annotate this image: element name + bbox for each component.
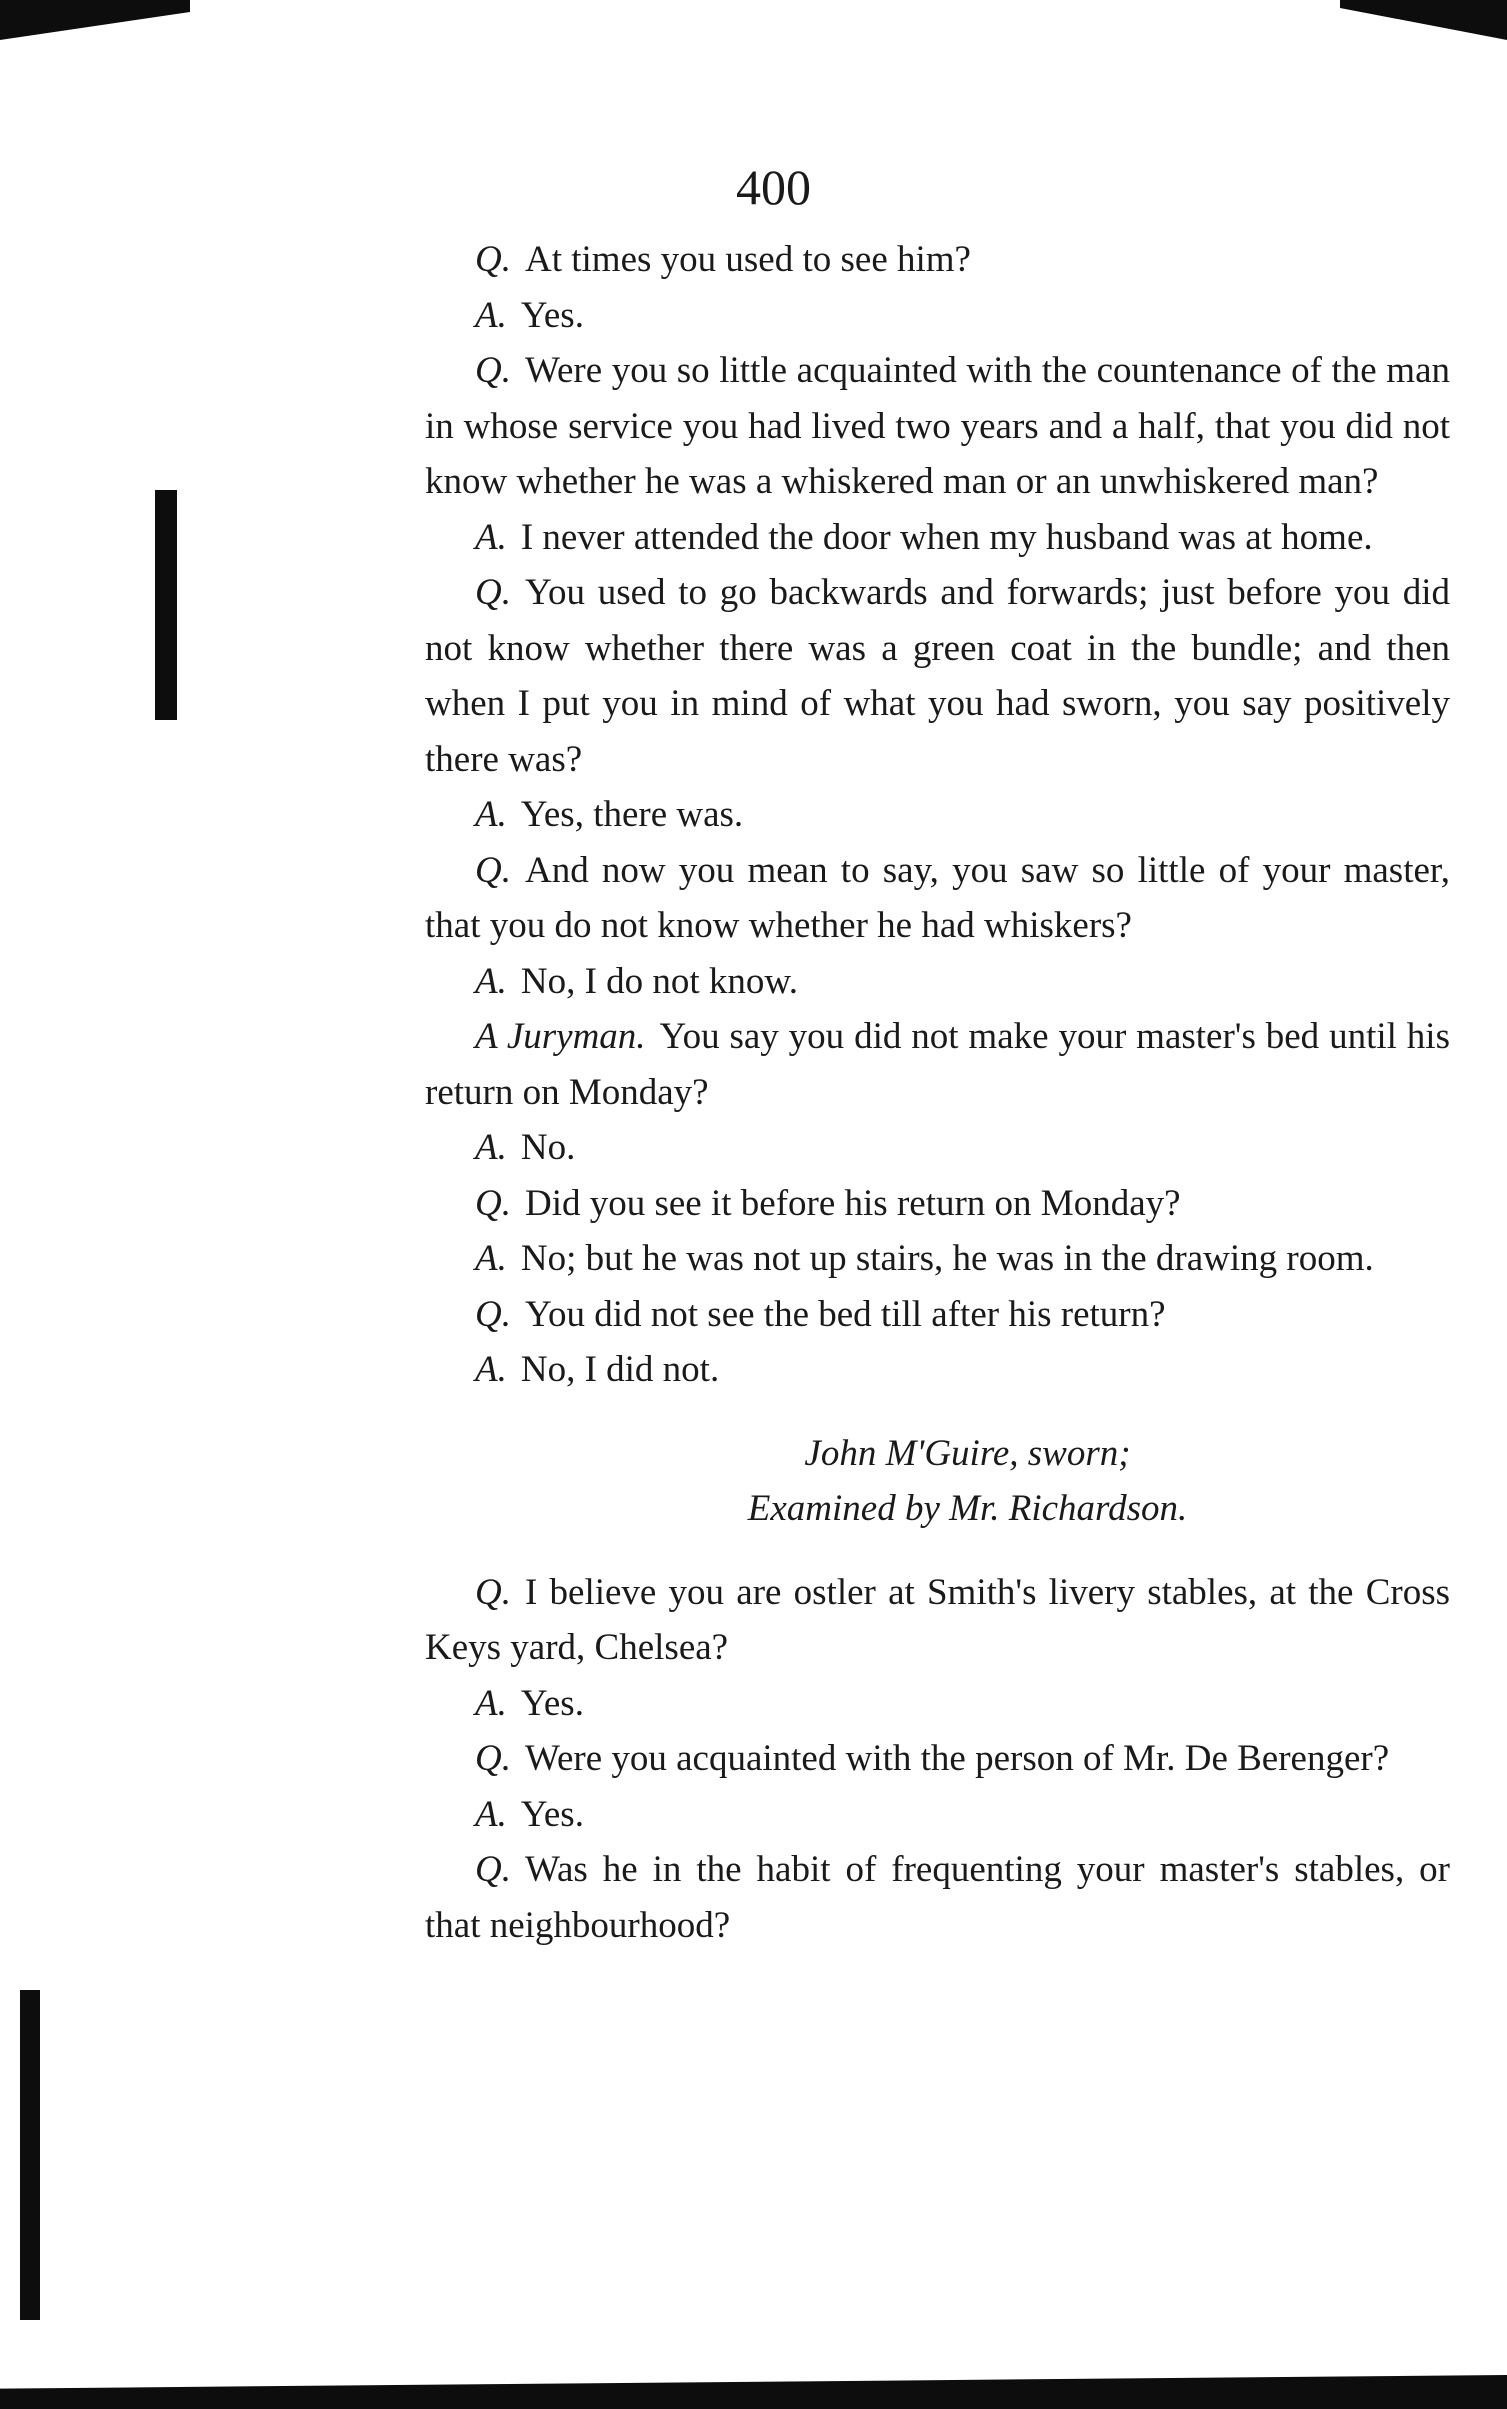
testimony-line [425,232,1450,288]
speaker-label: Q. [475,849,511,891]
testimony-line [425,565,1450,787]
testimony-line [425,1009,1450,1120]
testimony-line [425,1342,1450,1398]
witness-heading-examined: Examined by Mr. Richardson. [747,1488,1188,1529]
speaker-label: A Juryman. [475,1016,646,1057]
testimony-text-line: Yes. [520,1793,584,1835]
testimony-text-line: No. [520,1127,576,1168]
speaker-label: A. [475,1349,507,1390]
testimony-text-line: I never attended the door when my husband was at home. [520,516,1373,558]
testimony-line [425,288,1450,344]
testimony-text-line: You say you did not make your master's bed until his return on Monday? [425,1016,1450,1113]
speaker-label: Q. [475,1849,511,1890]
scan-edge-bottom [0,2375,1507,2409]
speaker-label: A. [475,1238,507,1279]
speaker-label: A. [475,1682,507,1724]
testimony-text-line: Were you so little acquainted with the countenance of the man in whose service you had lived two years and a half, that you did not know whether he was a whiskered man or an unwhiskered man? [425,350,1450,502]
testimony-line [425,510,1450,566]
scan-edge-left-lower [20,1990,40,2320]
speaker-label: A. [475,960,507,1002]
testimony-text-line: Yes. [520,294,584,336]
testimony-line [425,843,1450,954]
speaker-label: A. [475,294,507,336]
testimony-line [425,1565,1450,1676]
speaker-label: Q. [475,1738,511,1779]
speaker-label: A. [475,1793,507,1835]
testimony-text-line: Yes, there was. [520,794,744,835]
testimony-text-line: No, I do not know. [520,960,798,1002]
testimony-line [425,1287,1450,1343]
testimony-text-line: Yes. [520,1682,584,1724]
speaker-label: Q. [475,350,511,391]
testimony-line [425,1731,1450,1787]
speaker-label: Q. [475,1182,511,1224]
speaker-label: Q. [475,572,511,613]
section-spacer [425,1537,1450,1565]
testimony-text-line: And now you mean to say, you saw so little of your master, that you do not know whether he had whiskers? [425,849,1450,946]
testimony-text [425,232,1450,1953]
scan-edge-left-upper [155,490,177,720]
page-number: 400 [736,159,811,215]
testimony-line [425,954,1450,1010]
testimony-line [425,1787,1450,1843]
scan-edge-top-left [0,0,190,40]
testimony-text-line: Was he in the habit of frequenting your master's stables, or that neighbourhood? [425,1849,1450,1946]
testimony-line [425,1120,1450,1176]
testimony-text-line: At times you used to see him? [524,239,971,280]
speaker-label: A. [475,794,507,835]
testimony-line [425,343,1450,510]
testimony-line [425,1676,1450,1732]
speaker-label: A. [475,1127,507,1168]
testimony-line [425,1176,1450,1232]
scan-edge-top-right [1340,0,1507,40]
testimony-text-line: Were you acquainted with the person of Mr. De Berenger? [524,1738,1390,1779]
testimony-line [425,1231,1450,1287]
speaker-label: Q. [475,239,511,280]
testimony-text-line: I believe you are ostler at Smith's livery stables, at the Cross Keys yard, Chelsea? [425,1571,1450,1668]
testimony-text-line: You did not see the bed till after his return? [524,1293,1166,1335]
speaker-label: Q. [475,1571,511,1613]
speaker-label: A. [475,516,507,558]
testimony-line [425,1842,1450,1953]
testimony-line [425,787,1450,843]
testimony-text-line: Did you see it before his return on Monday? [524,1182,1181,1224]
witness-heading-sworn: John M'Guire, sworn; [804,1432,1131,1474]
testimony-text-line: No; but he was not up stairs, he was in the drawing room. [520,1238,1374,1279]
section-spacer [425,1398,1450,1426]
testimony-text-line: You used to go backwards and forwards; just before you did not know whether there was a green coat in the bundle; and then when I put you in mind of what you had sworn, you say positively there was? [425,572,1450,780]
speaker-label: Q. [475,1293,511,1335]
testimony-text-line: No, I did not. [520,1349,720,1390]
